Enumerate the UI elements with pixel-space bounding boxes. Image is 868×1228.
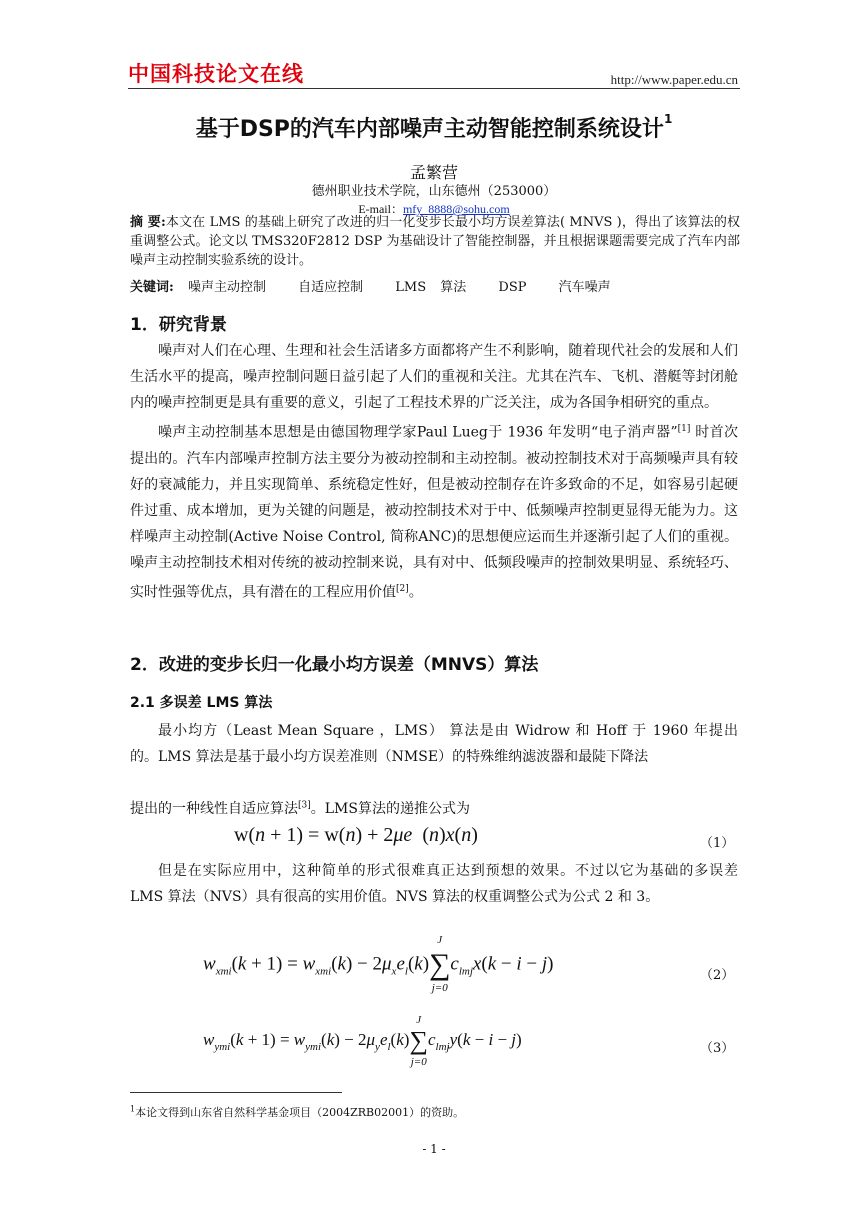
keywords-label: 关键词:: [130, 280, 174, 295]
footnote-rule: [130, 1092, 342, 1093]
keyword-3: LMS 算法: [395, 280, 467, 295]
author-name: 孟繁营: [409, 163, 458, 182]
paper-title: 基于DSP的汽车内部噪声主动智能控制系统设计$^1$: [195, 112, 673, 142]
citation-3: [3]: [298, 800, 311, 811]
keyword-1: 噪声主动控制: [187, 280, 266, 295]
equation-2-number: （2）: [700, 968, 735, 983]
header-rule: [128, 88, 740, 89]
citation-1: [1]: [677, 424, 691, 434]
equation-1: w(n + 1) = w(n) + 2μe (n)x(n): [234, 824, 478, 846]
email-label: E-mail：: [358, 202, 403, 216]
subsection-2-1-paragraph-1: 最小均方（Least Mean Square ，LMS） 算法是由 Widrow 和 Hoff 于 1960 年提出的。LMS 算法是基于最小均方误差准则（NMSE）的特殊维纳滤波器和最陡下降法: [130, 723, 738, 765]
equation-3: $w_{ymi}(k + 1) = w_{ymi}(k) - 2\mu_ye_l(k)\sum$ J j=0 $c_{lmj}y(k - i - j)$: [203, 1014, 522, 1068]
abstract-text: 本文在 LMS 的基础上研究了改进的归一化变步长最小均方误差算法( MNVS )，得出了该算法的权重调整公式。论文以 TMS320F2812 DSP 为基础设计了智能控制器，并且根据课题需要完成了汽车内部噪声主动控制实验系统的设计。: [130, 215, 740, 268]
keyword-4: DSP: [498, 280, 527, 295]
section-1-paragraph-2: 噪声主动控制基本思想是由德国物理学家Paul Lueg于 1936 年发明“电子消声器”[1] 时首次提出的。汽车内部噪声控制方法主要分为被动控制和主动控制。被动控制技术对于高频噪声具有较好的衰减能力，并且实现简单、系统稳定性好，但是被动控制存在许多致命的不足，如容易引起硬件过重、成本增加，更为关键的问题是，被动控制技术对于中、低频噪声控制更显得无能为力。这样噪声主动控制(Active Noise Control, 简称ANC)的思想便应运而生并逐渐引起了人们的重视。噪声主动控制技术相对传统的被动控制来说，具有对中、低频段噪声的控制效果明显、系统轻巧、实时性强等优点，具有潜在的工程应用价值[2]。: [130, 424, 738, 601]
footnote-mark: 1: [130, 1104, 136, 1114]
title-footnote-mark: 1: [663, 112, 673, 126]
section-1-heading: 1．研究背景: [130, 315, 227, 335]
site-logo: 中国科技论文在线: [128, 62, 304, 86]
equation-3-number: （3）: [700, 1041, 735, 1056]
subsection-2-1-heading: 2.1 多误差 LMS 算法: [130, 695, 273, 711]
equation-1-number: （1）: [700, 836, 735, 851]
footnote: $^1$本论文得到山东省自然科学基金项目（2004ZRB02001）的资助。: [130, 1104, 465, 1119]
affiliation: 德州职业技术学院，山东德州（253000）: [311, 184, 557, 199]
keywords: [130, 276, 629, 295]
abstract-label: 摘 要:: [130, 215, 166, 230]
subsection-2-1-line-2: 提出的一种线性自适应算法[3]。LMS算法的递推公式为: [130, 800, 470, 817]
section-1-paragraph-1: 噪声对人们在心理、生理和社会生活诸多方面都将产生不利影响，随着现代社会的发展和人们生活水平的提高，噪声控制问题日益引起了人们的重视和关注。尤其在汽车、飞机、潜艇等封闭舱内的噪声控制更是具有重要的意义，引起了工程技术界的广泛关注，成为各国争相研究的重点。: [130, 343, 738, 411]
keyword-2: 自适应控制: [298, 280, 364, 295]
subsection-2-1-paragraph-2: 但是在实际应用中，这种简单的形式很难真正达到预想的效果。不过以它为基础的多误差 LMS 算法（NVS）具有很高的实用价值。NVS 算法的权重调整公式为公式 2 和 3。: [130, 863, 738, 905]
keyword-5: 汽车噪声: [558, 280, 611, 295]
abstract: [130, 213, 740, 270]
section-2-heading: 2．改进的变步长归一化最小均方误差（MNVS）算法: [130, 655, 539, 675]
header-url[interactable]: http://www.paper.edu.cn: [610, 72, 738, 87]
page-number: - 1 -: [422, 1142, 446, 1156]
citation-2: [2]: [396, 583, 409, 594]
section-1-body: [130, 338, 738, 605]
email-link[interactable]: mfy_8888@sohu.com: [402, 202, 510, 216]
equation-2: $w_{xmi}(k + 1) = w_{xmi}(k) - 2\mu_xe_l(k)\sum$ J j=0 $c_{lmj}x(k - i - j)$: [203, 934, 554, 994]
